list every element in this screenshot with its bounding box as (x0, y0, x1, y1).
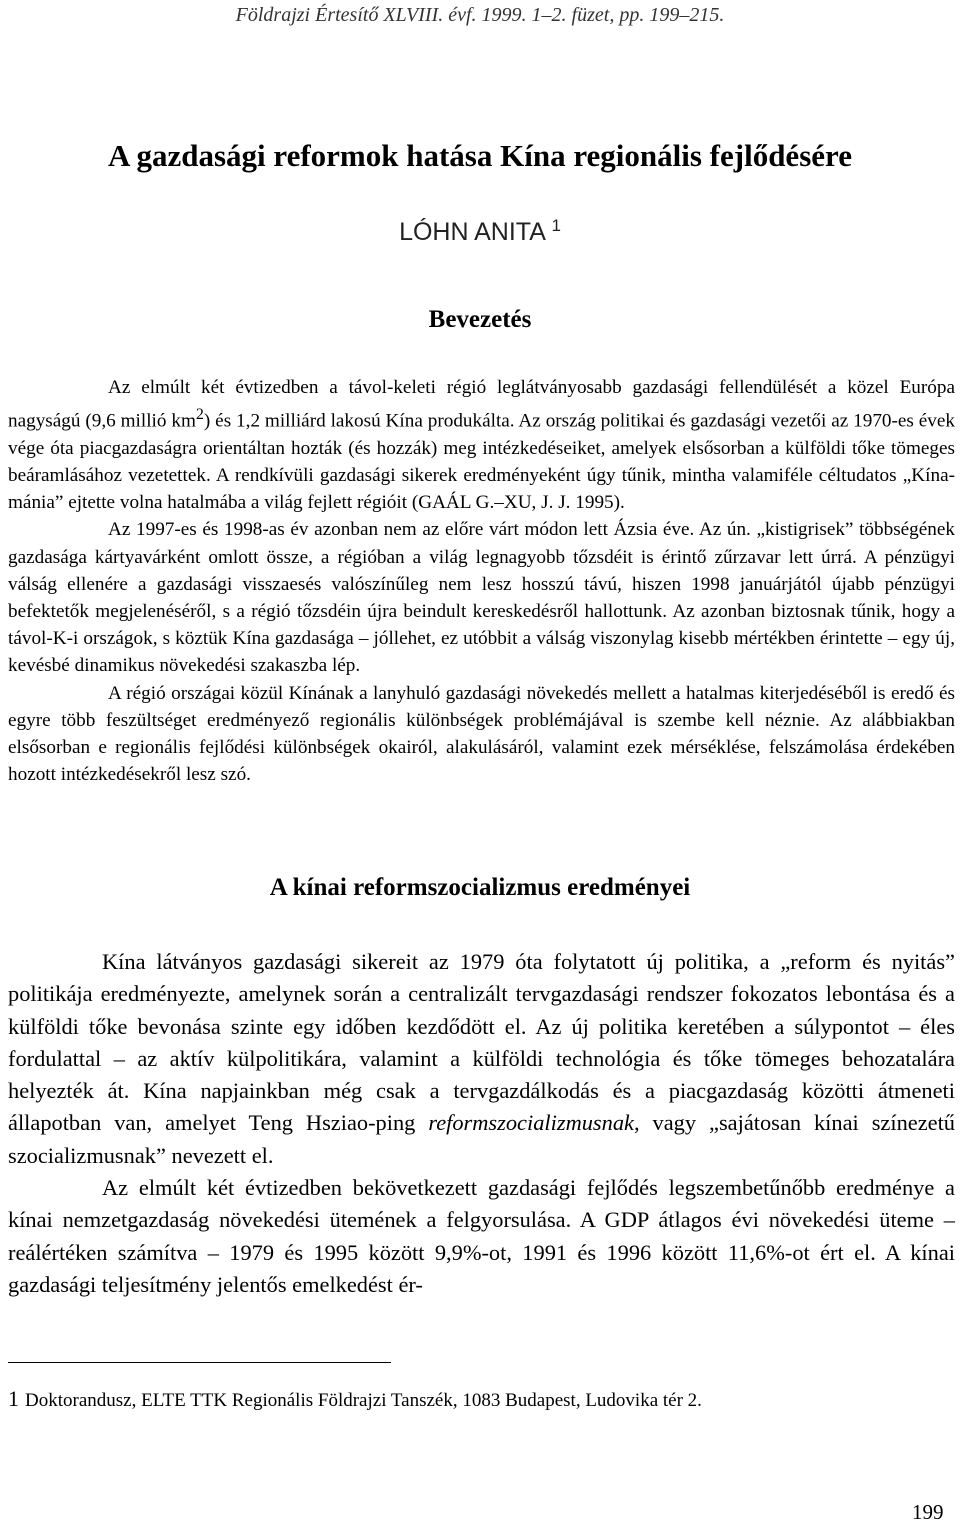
intro-body (8, 374, 955, 788)
section-heading-intro: Bevezetés (428, 306, 532, 333)
reform-p1-italic-term: reformszocializmusnak (428, 1110, 634, 1136)
reform-paragraph-2: Az elmúlt két évtizedben bekövetkezett gazdasági fejlődés legszembetűnőbb eredménye a kínai nemzetgazdaság növekedési ütemének a felgyorsulása. A GDP átlagos évi növekedési üteme – reálértéken számítva – 1979 és 1995 között 9,9%-ot, 1991 és 1996 között 11,6%-ot ért el. A kínai gazdasági teljesítmény jelentős emelkedést ér- (8, 1175, 955, 1297)
reform-paragraph-1 (8, 946, 955, 1172)
page-title: A gazdasági reformok hatása Kína regionális fejlődésére (108, 138, 852, 173)
reform-p1-part-b: , vagy „sajátosan kínai színezetű szocializmusnak” nevezett el. (8, 1110, 956, 1168)
footnote (8, 1386, 955, 1412)
journal-header: Földrajzi Értesítő XLVIII. évf. 1999. 1–2. füzet, pp. 199–215. (235, 4, 725, 26)
reform-p1-part-a: Kína látványos gazdasági sikereit az 1979 óta folytatott új politika, a „reform és nyitás” politikája eredményezte, amelynek során a centralizált tervgazdasági rendszer fokozatos lebontása és a külföldi tőke bevonása szinte egy időben kezdődött el. Az új politika keretében a súlypontot – éles fordulattal – az aktív külpolitikára, valamint a külföldi technológia és tőke tömeges behozatalára helyezték át. Kína napjainkban még csak a tervgazdálkodás és a piacgazdaság közötti átmeneti állapotban van, amelyet Teng Hsziao-ping (8, 949, 955, 1136)
author-line (0, 218, 960, 247)
page-number: 199 (912, 1500, 944, 1524)
intro-paragraph-3: A régió országai közül Kínának a lanyhuló gazdasági növekedés mellett a hatalmas kiterjedéséből is eredő és egyre több feszültséget eredményező regionális különbségek problémájával is szembe kell néznie. Az alábbiakban elsősorban e regionális fejlődési különbségek okairól, alakulásáról, valamint ezek mérséklése, felszámolása érdekében hozott intézkedésekről lesz szó. (8, 682, 955, 786)
intro-p1-superscript: 2 (195, 406, 204, 424)
intro-p1-part-b: ) és 1,2 milliárd lakosú Kína produkálta. Az ország politikai és gazdasági vezetői az 1970-es évek vége óta piacgazdaságra orientáltan hozták (és hozzák) meg intézkedéseiket, amelyek elsősorban a külföldi tőke tömeges beáramlásához vezetettek. A rendkívüli gazdasági sikerek eredményeként úgy tűnik, mintha valamiféle céltudatos „Kína-mánia” ejtette volna hatalmába a világ fejlett régióit (GAÁL G.–XU, J. J. 1995). (8, 410, 956, 514)
footnote-text: Doktorandusz, ELTE TTK Regionális Földrajzi Tanszék, 1083 Budapest, Ludovika tér 2. (25, 1390, 702, 1411)
footnote-divider (8, 1362, 391, 1363)
author-footnote-mark: 1 (551, 216, 561, 235)
reform-body (8, 946, 955, 1301)
intro-paragraph-2: Az 1997-es és 1998-as év azonban nem az előre várt módon lett Ázsia éve. Az ún. „kistigrisek” többségének gazdasága kártyavárként omlott össze, a régióban a világ legnagyobb tőzsdéit is érintő zűrzavar lett úrrá. A pénzügyi válság ellenére a gazdasági visszaesés valószínűleg nem lesz hosszú távú, hiszen 1998 januárjától újabb pénzügyi befektetők megjelenéséről, s a régió tőzsdéin újra beindult kereskedésről hallottunk. Az azonban biztosnak tűnik, hogy a távol-K-i országok, s köztük Kína gazdasága – jóllehet, ez utóbbit a válság viszonylag kisebb mértékben érintette – egy új, kevésbé dinamikus növekedési szakaszba lép. (8, 519, 955, 677)
intro-p1-part-a: Az elmúlt két évtizedben a távol-keleti régió leglátványosabb gazdasági fellendülését a közel Európa nagyságú (9,6 millió km (8, 377, 955, 432)
intro-paragraph-1 (8, 374, 955, 516)
section-heading-reform: A kínai reformszocializmus eredményei (269, 874, 691, 901)
author-name: LÓHN ANITA (399, 218, 545, 246)
footnote-mark: 1 (8, 1386, 19, 1411)
